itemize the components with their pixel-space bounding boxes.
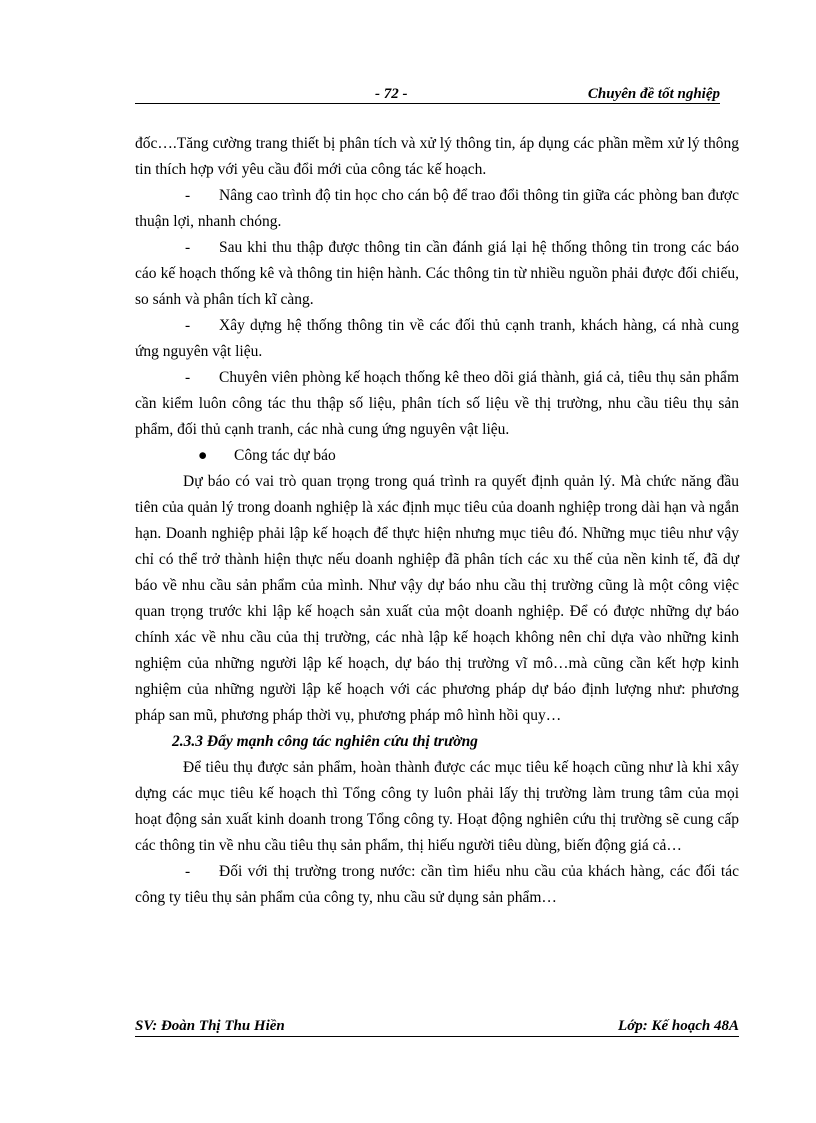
dash-marker: - <box>185 369 191 386</box>
document-title: Chuyên đề tốt nghiệp <box>587 86 720 102</box>
dash-marker: - <box>185 317 191 334</box>
dash-list-item <box>135 235 739 313</box>
footer-rule <box>135 1036 739 1037</box>
bullet-list-item <box>135 443 739 469</box>
dash-item-text: Chuyên viên phòng kế hoạch thống kê theo dõi giá thành, giá cả, tiêu thụ sản phẩm cần kiểm luôn công tác thu thập số liệu, phân tích số liệu về thị trường, nhu cầu tiêu thụ sản phẩm, đối thủ cạnh tranh, các nhà cung ứng nguyên vật liệu. <box>135 369 739 438</box>
student-name: SV: Đoàn Thị Thu Hiền <box>135 1018 285 1034</box>
dash-item-text: Xây dựng hệ thống thông tin về các đối thủ cạnh tranh, khách hàng, cá nhà cung ứng nguyên vật liệu. <box>135 317 739 360</box>
paragraph: đốc….Tăng cường trang thiết bị phân tích và xử lý thông tin, áp dụng các phần mềm xử lý thông tin thích hợp với yêu cầu đổi mới của công tác kế hoạch. <box>135 135 739 178</box>
dash-marker: - <box>185 187 191 204</box>
dash-list-item <box>135 313 739 365</box>
dash-item-text: Nâng cao trình độ tin học cho cán bộ để trao đổi thông tin giữa các phòng ban được thuận lợi, nhanh chóng. <box>135 187 739 230</box>
dash-item-text: Sau khi thu thập được thông tin cần đánh giá lại hệ thống thông tin trong các báo cáo kế hoạch thống kê và thông tin hiện hành. Các thông tin từ nhiều nguồn phải được đối chiếu, so sánh và phân tích kĩ càng. <box>135 239 739 308</box>
dash-marker: - <box>185 239 191 256</box>
dash-list-item <box>135 365 739 443</box>
document-body <box>135 131 739 911</box>
bullet-icon: ● <box>198 447 208 464</box>
class-label: Lớp: Kế hoạch 48A <box>618 1018 739 1034</box>
page-footer <box>135 1018 739 1036</box>
dash-list-item <box>135 183 739 235</box>
dash-item-text: Đối với thị trường trong nước: cần tìm hiểu nhu cầu của khách hàng, các đối tác công ty tiêu thụ sản phẩm của công ty, nhu cầu sử dụng sản phẩm… <box>135 863 739 906</box>
bullet-item-text: Công tác dự báo <box>234 447 336 464</box>
forecast-paragraph: Dự báo có vai trò quan trọng trong quá trình ra quyết định quản lý. Mà chức năng đầu tiên của quản lý trong doanh nghiệp là xác định mục tiêu của doanh nghiệp trong dài hạn và ngắn hạn. Doanh nghiệp phải lập kế hoạch để thực hiện nhưng mục tiêu đó. Những mục tiêu như vậy chỉ có thể trở thành hiện thực nếu doanh nghiệp đã phân tích các xu thế của nền kinh tế, đã dự báo về nhu cầu sản phẩm của mình. Như vậy dự báo nhu cầu thị trường cũng là một công việc quan trọng trước khi lập kế hoạch sản xuất của một doanh nghiệp. Để có được những dự báo chính xác về nhu cầu của thị trường, các nhà lập kế hoạch không nên chỉ dựa vào những kinh nghiệm của những người lập kế hoạch, dự báo thị trường vĩ mô…mà cũng cần kết hợp kinh nghiệm của những người lập kế hoạch với các phương pháp dự báo định lượng như: phương pháp san mũ, phương pháp thời vụ, phương pháp mô hình hồi quy… <box>135 473 739 724</box>
dash-list-item <box>135 859 739 911</box>
dash-marker: - <box>185 863 191 880</box>
header-rule <box>135 103 720 104</box>
market-paragraph: Để tiêu thụ được sản phẩm, hoàn thành được các mục tiêu kế hoạch cũng như là khi xây dựng các mục tiêu kế hoạch thì Tổng công ty luôn phải lấy thị trường làm trung tâm của mọi hoạt động sản xuất kinh doanh trong Tổng công ty. Hoạt động nghiên cứu thị trường sẽ cung cấp các thông tin về nhu cầu tiêu thụ sản phẩm, thị hiếu người tiêu dùng, biến động giá cả… <box>135 759 739 854</box>
page-number: - 72 - <box>375 86 408 102</box>
page-header <box>135 86 720 104</box>
section-heading: 2.3.3 Đẩy mạnh công tác nghiên cứu thị trường <box>172 733 478 750</box>
